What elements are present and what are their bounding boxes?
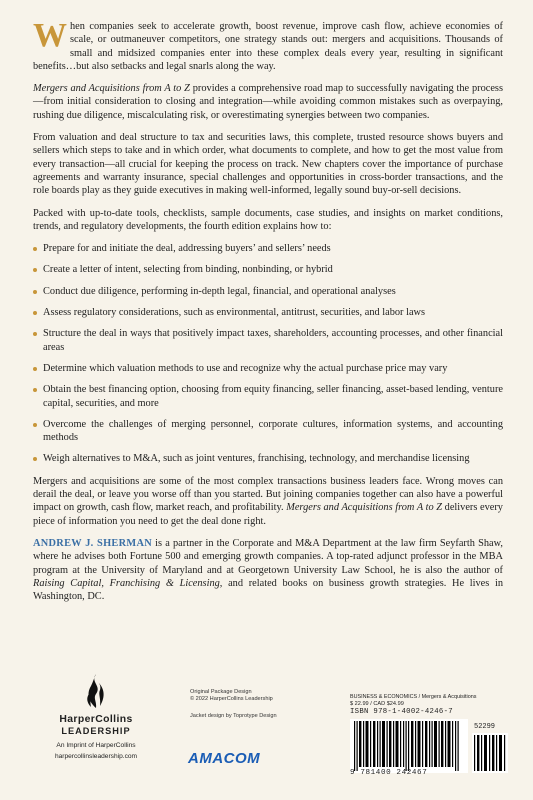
- isbn-label: ISBN 978-1-4002-4246-7: [350, 708, 453, 716]
- list-item: [33, 327, 503, 354]
- author-bio-text-end: and related books on business growth strategies. He lives in Washington, DC.: [33, 577, 504, 603]
- closing-text: Mergers and acquisitions are some of the most complex transactions business leaders face. Wrong moves can derail the deal, or leave you worse off than you started. But joining companies together can also have a powerful impact on growth, cash flow, market reach, and profitability.: [33, 475, 503, 514]
- author-bio-text: is a partner in the Corporate and M&A Department at the law firm Seyfarth Shaw, where he advises both Fortune 500 and emerging growth companies. A top-rated adjunct professor in the MBA program at the University of Maryland and at Georgetown University Law School, he is also the author of: [33, 537, 503, 576]
- bullet-icon: [33, 457, 37, 461]
- publisher-imprint: An Imprint of HarperCollins: [56, 742, 136, 749]
- list-item-text: Weigh alternatives to M&A, such as joint ventures, franchising, technology, and merchandise licensing: [43, 453, 470, 465]
- author-books-italic: Raising Capital, Franchising & Licensing,: [33, 577, 223, 589]
- bullet-icon: [33, 423, 37, 427]
- back-cover-text: [33, 17, 504, 612]
- bullet-icon: [33, 290, 37, 294]
- list-item-text: Prepare for and initiate the deal, addressing buyers’ and sellers’ needs: [43, 243, 331, 255]
- cover-footer: [0, 672, 533, 800]
- feature-list: [33, 242, 503, 466]
- list-item: [33, 418, 503, 445]
- amacom-logo: AMACOM: [188, 750, 261, 767]
- price-label: $ 22.99 / CAD $24.99: [350, 701, 404, 707]
- closing-paragraph: [33, 475, 503, 528]
- bullet-icon: [33, 268, 37, 272]
- intro-paragraph: [33, 17, 503, 73]
- list-item: [33, 383, 503, 410]
- list-item-text: Obtain the best financing option, choosing from equity financing, seller financing, asset-based lending, venture capital, securities, and more: [43, 384, 503, 409]
- publisher-url: harpercollinsleadership.com: [54, 753, 138, 760]
- bullet-icon: [33, 332, 37, 336]
- credit-line: Original Package Design: [190, 689, 252, 695]
- barcode-addon: 52299: [474, 723, 496, 731]
- list-item-text: Create a letter of intent, selecting from binding, nonbinding, or hybrid: [43, 264, 333, 276]
- list-item: [33, 362, 503, 375]
- list-item-text: Determine which valuation methods to use and recognize why the actual purchase price may vary: [43, 362, 448, 374]
- list-item: [33, 263, 503, 276]
- overview-paragraph: [33, 82, 503, 122]
- addon-bars: [472, 733, 508, 773]
- barcode-bars: [350, 719, 468, 773]
- list-item: [33, 285, 503, 298]
- scope-paragraph: From valuation and deal structure to tax and securities laws, this complete, trusted resource shows buyers and sellers which steps to take and in which order, what documents to complete, and how to get the most value from every transaction—all crucial for keeping the process on track. New chapters cover the importance of purchase agreements and warranty insurance, special challenges and opportunities in cross-border transactions, and the role boards play as they guide executives in making well-informed, legally sound buy-or-sell decisions.: [33, 132, 503, 197]
- bullet-icon: [33, 388, 37, 392]
- credit-line: © 2022 HarperCollins Leadership: [190, 696, 273, 703]
- list-item-text: Structure the deal in ways that positively impact taxes, shareholders, accounting processes, and other financial areas: [43, 328, 503, 353]
- book-title-italic: Mergers and Acquisitions from A to Z: [33, 83, 190, 95]
- features-paragraph: Packed with up-to-date tools, checklists, sample documents, case studies, and insights on market conditions, trends, and regulatory developments, the fourth edition explains how to:: [33, 207, 503, 232]
- book-title-italic: Mergers and Acquisitions from A to Z: [286, 502, 443, 514]
- closing-text-end: delivers every piece of information you need to get the deal done right.: [33, 502, 503, 527]
- publisher-sub: LEADERSHIP: [61, 726, 131, 736]
- barcode-number: 9 781400 242467: [350, 769, 428, 777]
- design-credits: [190, 689, 340, 720]
- list-item: [33, 242, 503, 255]
- publisher-block: [36, 672, 156, 761]
- list-item-text: Conduct due diligence, performing in-depth legal, financial, and operational analyses: [43, 285, 396, 297]
- bullet-icon: [33, 367, 37, 371]
- barcode-block: [350, 694, 510, 781]
- bullet-icon: [33, 247, 37, 251]
- list-item-text: Overcome the challenges of merging personnel, corporate cultures, information systems, and accounting methods: [43, 418, 503, 444]
- intro-text: hen companies seek to accelerate growth, boost revenue, improve cash flow, achieve economies of scale, or outmaneuver competitors, one strategy stands out: mergers and acquisitions. Thousands of small and midsized companies enter into these complex deals every year, resulting in significant benefits…but also setbacks and legal snarls along the way.: [33, 21, 503, 72]
- publisher-name: HarperCollins: [59, 714, 133, 725]
- overview-text: provides a comprehensive road map to successfully navigating the process—from initial consideration to closing and integration—while avoiding common mistakes such as overpaying, rushing due diligence, miscalculating risk, or overestimating synergies between two companies.: [33, 83, 503, 121]
- fire-logo-icon: [80, 672, 112, 710]
- author-name: ANDREW J. SHERMAN: [33, 537, 152, 549]
- barcode: [350, 719, 510, 781]
- category-label: BUSINESS & ECONOMICS / Mergers & Acquisitions: [350, 694, 477, 700]
- drop-cap: W: [33, 17, 67, 54]
- list-item-text: Assess regulatory considerations, such as environmental, antitrust, securities, and labor laws: [43, 307, 426, 319]
- credit-line: Jacket design by Toprotype Design: [190, 712, 277, 719]
- bullet-icon: [33, 311, 37, 315]
- author-bio: [33, 537, 503, 603]
- list-item: [33, 452, 503, 465]
- list-item: [33, 306, 503, 319]
